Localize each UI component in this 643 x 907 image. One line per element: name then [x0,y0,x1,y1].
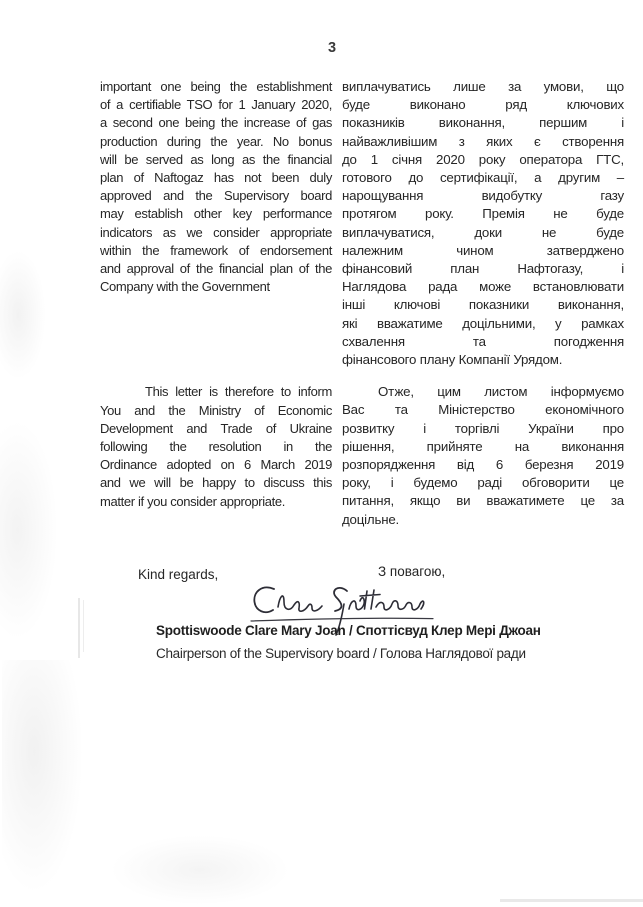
text-line: розпорядження від 6 березня 2019 [342,457,624,473]
text-line: фінансовий план Нафтогазу, і [342,261,624,277]
text-line: and we will be happy to discuss this [100,475,332,491]
text-line: доцільне. [342,511,400,527]
text-line: This letter is therefore to inform [145,384,332,400]
scan-edge-line [500,899,643,902]
text-line: виплачуватись лише за умови, що [342,79,624,94]
text-line: які вважатиме доцільними, у рамках [342,315,624,331]
ukrainian-column [342,78,624,529]
text-line: інші ключові показники виконання, [342,297,624,313]
scan-smudge [2,660,82,890]
text-line: plan of Naftogaz has not been duly [100,170,332,186]
text-line: Наглядова рада може встановлювати [342,279,624,295]
text-line: and approval of the financial plan of the [100,261,332,277]
text-line: протягом року. Премія не буде [342,206,624,222]
text-line: до 1 січня 2020 року оператора ГТС, [342,151,624,167]
closing-english: Kind regards, [138,567,219,582]
text-line: Development and Trade of Ukraine [100,420,332,436]
english-column [100,78,332,511]
page-number: 3 [328,40,337,56]
scan-streak [83,600,84,652]
text-line: following the resolution in the [100,439,332,455]
scan-smudge [0,250,46,380]
text-line: нарощування видобутку газу [342,188,624,204]
text-line: Отже, цим листом інформуємо [378,384,624,400]
english-paragraph-2 [100,383,332,510]
text-line: You and the Ministry of Economic [100,402,332,418]
scan-smudge [0,420,58,640]
scan-streak [78,598,80,658]
text-line: схвалення та погодження [342,333,624,349]
english-paragraph-1 [100,78,332,296]
text-line: important one being the establishment [100,79,332,94]
signatory-name: Spottiswoode Clare Mary Joan / Споттісвуд Клер Мері Джоан [156,623,541,638]
text-line: показників виконання, першим і [342,115,624,131]
text-line: Вас та Міністерство економічного [342,402,624,418]
text-line: within the framework of endorsement [100,242,332,258]
text-line: року, і будемо раді обговорити це [342,475,624,491]
text-line: рішення, прийняте на виконання [342,438,624,454]
text-line: a second one being the increase of gas [100,115,332,131]
text-line: matter if you consider appropriate. [100,493,286,509]
text-line: фінансового плану Компанії Урядом. [342,352,563,368]
text-line: питання, якщо ви вважатимете це за [342,493,624,509]
text-line: розвитку і торгівлі України про [342,420,624,436]
text-line: may establish other key performance [100,206,332,222]
text-line: буде виконано ряд ключових [342,97,624,113]
ukrainian-paragraph-2 [342,383,624,529]
text-line: готового до сертифікації, а другим – [342,170,624,186]
closing-ukrainian: З повагою, [378,564,446,579]
text-line: approved and the Supervisory board [100,188,332,204]
text-line: Company with the Government [100,279,270,295]
text-line: належним чином затверджено [342,242,624,258]
text-line: indicators as we consider appropriate [100,224,332,240]
text-line: Ordinance adopted on 6 March 2019 [100,457,332,473]
text-line: will be served as long as the financial [100,151,332,167]
text-line: найважливішим з яких є створення [342,133,624,149]
scan-smudge [110,835,290,905]
ukrainian-paragraph-1 [342,78,624,369]
signatory-title: Chairperson of the Supervisory board / Голова Наглядової ради [156,646,526,661]
text-line: production during the year. No bonus [100,133,332,149]
text-line: of a certifiable TSO for 1 January 2020, [100,97,332,113]
text-line: виплачуватися, доки не буде [342,224,624,240]
